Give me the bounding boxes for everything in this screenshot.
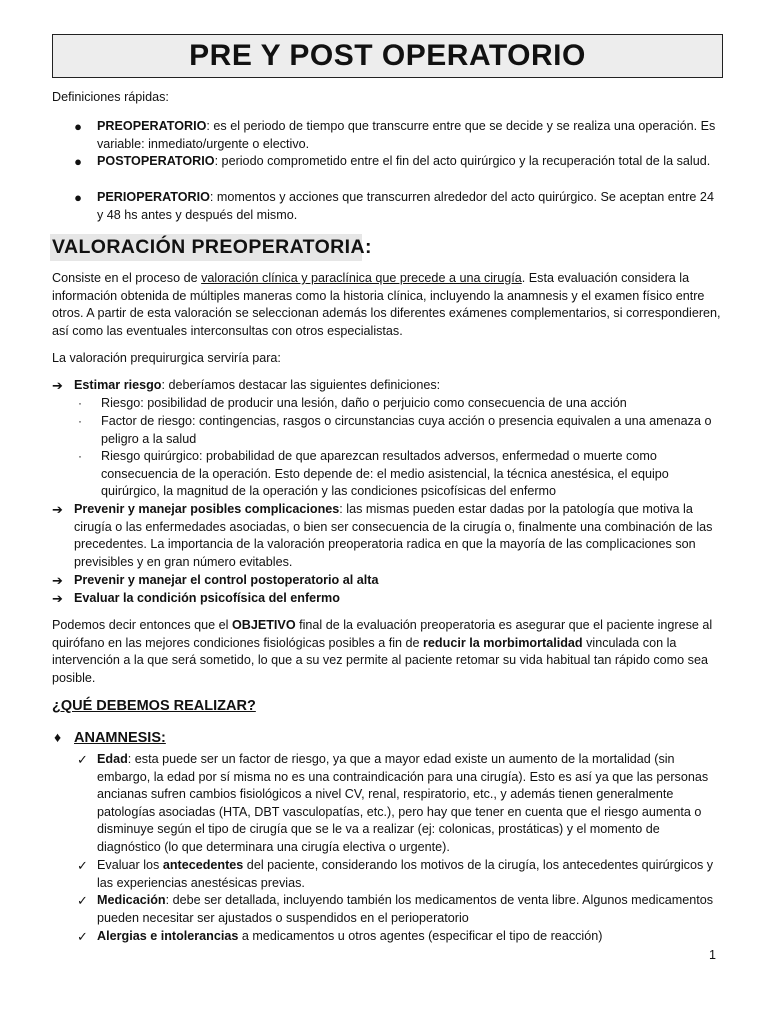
page-title: PRE Y POST OPERATORIO	[189, 39, 586, 73]
section-heading: VALORACIÓN PREOPERATORIA:	[52, 236, 372, 258]
small-bullet: ·	[78, 396, 82, 410]
arrow-icon: ➔	[52, 573, 63, 588]
definition-item: PERIOPERATORIO: momentos y acciones que transcurren alrededor del acto quirúrgico. Se aceptan entre 24 y 48 hs antes y después del mismo.	[97, 190, 714, 222]
risk-definition: Riesgo quirúrgico: probabilidad de que aparezcan resultados adversos, enfermedad o muerte como consecuencia de la operación. Esto depende de: el medio asistencial, la técnica anestésica, el equipo quirúrgico, la magnitud de la operación y las condiciones psicofísicas del enfermo	[101, 449, 669, 499]
intro-text: Definiciones rápidas:	[52, 90, 169, 104]
check-icon: ✓	[77, 858, 88, 873]
small-bullet: ·	[78, 414, 82, 428]
risk-definition: Factor de riesgo: contingencias, rasgos o circunstancias cuya acción o presencia equivalen a una amenaza o peligro a la salud	[101, 414, 712, 446]
check-item: Edad: esta puede ser un factor de riesgo, ya que a mayor edad existe un aumento de la mortalidad (sin embargo, la edad por sí misma no es una contraindicación para una cirugía). Esto es así ya que las personas ancianas sufren cambios fisiológicos a nivel CV, renal, respiratorio, etc., y además tienen generalmente patologías asociadas (HTA, DBT vasculopatías, etc.), pero hay que tener en cuenta que el riesgo aumenta o disminuye según el tipo de cirugía que se le va a realizar (ej: colonicas, prostáticas) y el momento de diagnóstico (lo que determinara una cirugía electiva o urgente).	[97, 752, 709, 854]
section-heading-box	[50, 234, 372, 261]
title-box	[52, 34, 723, 78]
paragraph: Consiste en el proceso de valoración clínica y paraclínica que precede a una cirugía. Esta evaluación considera la información obtenida de múltiples maneras como la historia clínica, incluyendo la anamnesis y el examen físico entre otros. A partir de esta valoración se seleccionan además los diferentes exámenes complementarios, si correspondieren, así como las eventuales interconsultas con otros especialistas.	[52, 271, 721, 338]
arrow-icon: ➔	[52, 378, 63, 393]
page-number: 1	[708, 948, 716, 962]
arrow-item: Prevenir y manejar el control postoperatorio al alta	[74, 573, 379, 587]
definition-item: PREOPERATORIO: es el periodo de tiempo que transcurre entre que se decide y se realiza una operación. Es variable: inmediato/urgente o electivo.	[97, 119, 716, 151]
bullet-dot: ●	[74, 119, 82, 134]
diamond-icon: ♦	[54, 729, 62, 745]
paragraph: Podemos decir entonces que el OBJETIVO final de la evaluación preoperatoria es asegurar que el paciente ingrese al quirófano en las mejores condiciones fisiológicas posibles a fin de reducir la morbimortalidad vinculada con la intervención a la que será sometido, lo que a su vez permite al paciente retomar su vida habitual tan rápido como sea posible.	[52, 618, 713, 685]
bullet-dot: ●	[74, 190, 82, 205]
arrow-item: Evaluar la condición psicofísica del enfermo	[74, 591, 340, 605]
paragraph: La valoración prequirurgica serviría para:	[52, 351, 281, 365]
check-icon: ✓	[77, 752, 88, 767]
arrow-icon: ➔	[52, 591, 63, 606]
check-item: Evaluar los antecedentes del paciente, considerando los motivos de la cirugía, los antecedentes quirúrgicos y las experiencias anestésicas previas.	[97, 858, 714, 890]
check-icon: ✓	[77, 893, 88, 908]
check-item: Medicación: debe ser detallada, incluyendo también los medicamentos de venta libre. Algunos medicamentos pueden necesitar ser ajustados o suspendidos en el perioperatorio	[97, 893, 714, 925]
anamnesis-heading: ANAMNESIS:	[74, 730, 166, 746]
small-bullet: ·	[78, 449, 82, 463]
bullet-dot: ●	[74, 154, 82, 169]
check-item: Alergias e intolerancias a medicamentos u otros agentes (especificar el tipo de reacción)	[97, 929, 603, 943]
subsection-heading: ¿QUÉ DEBEMOS REALIZAR?	[52, 698, 256, 714]
arrow-item: Estimar riesgo: deberíamos destacar las siguientes definiciones:	[74, 378, 441, 392]
risk-definition: Riesgo: posibilidad de producir una lesión, daño o perjuicio como consecuencia de una acción	[101, 396, 627, 410]
arrow-item: Prevenir y manejar posibles complicaciones: las mismas pueden estar dadas por la patología que motiva la cirugía o las enfermedades asociadas, o bien ser consecuencia de la cirugía o, finalmente una combinación de las precedentes. La importancia de la valoración preoperatoria radica en que la mayoría de las complicaciones son previsibles y en gran número evitables.	[74, 502, 713, 569]
check-icon: ✓	[77, 929, 88, 944]
definition-item: POSTOPERATORIO: periodo comprometido entre el fin del acto quirúrgico y la recuperación total de la salud.	[97, 154, 711, 168]
arrow-icon: ➔	[52, 502, 63, 517]
